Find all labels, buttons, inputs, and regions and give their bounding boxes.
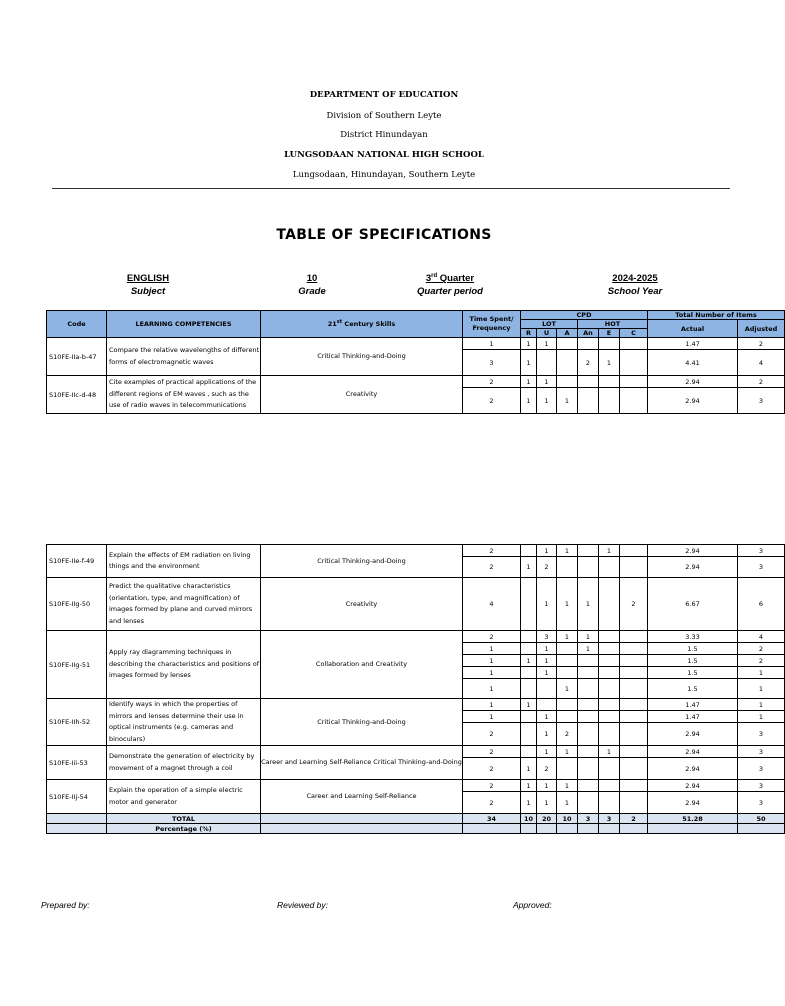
- cell-a: 1: [557, 578, 578, 631]
- cell-actual: 1.5: [648, 655, 738, 667]
- cell-adjusted: 4: [738, 350, 785, 376]
- cell-e: [599, 655, 620, 667]
- cell-an: 1: [578, 578, 599, 631]
- cell-a: [557, 667, 578, 679]
- table-row: [47, 578, 785, 631]
- cell-a: 1: [557, 679, 578, 699]
- cell-e: [599, 376, 620, 388]
- cell-a: 2: [557, 723, 578, 746]
- competency-code: S10FE-IIa-b-47: [47, 338, 107, 376]
- cell-c: [620, 557, 648, 578]
- cell-u: [537, 350, 557, 376]
- cell-c: [620, 631, 648, 643]
- century-skill: Critical Thinking-and-Doing: [261, 699, 463, 746]
- cell-c: [620, 679, 648, 699]
- competency-code: S10FE-Iii-53: [47, 746, 107, 780]
- subject-value: ENGLISH: [126, 273, 170, 284]
- cell-c: [620, 780, 648, 792]
- cell-c: [620, 792, 648, 814]
- competency-description: Identify ways in which the properties of mirrors and lenses determine their use in optical instruments (e.g. cameras and binoculars): [107, 699, 261, 746]
- cell-an: [578, 699, 599, 711]
- cell-actual: 1.47: [648, 338, 738, 350]
- cell-a: [557, 655, 578, 667]
- total-time: 34: [463, 814, 521, 824]
- cell-time: 2: [463, 376, 521, 388]
- cell-r: [521, 545, 537, 557]
- cell-r: [521, 723, 537, 746]
- competency-code: S10FE-IIc-d-48: [47, 376, 107, 414]
- competency-description: Predict the qualitative characteristics (orientation, type, and magnification) of images formed by plane and curved mirrors and lenses: [107, 578, 261, 631]
- cell-u: 1: [537, 388, 557, 414]
- school-year-label: School Year: [607, 286, 663, 297]
- percentage-row: [47, 824, 785, 834]
- cell-a: 1: [557, 780, 578, 792]
- cell-actual: 4.41: [648, 350, 738, 376]
- cell-time: 2: [463, 723, 521, 746]
- cell-c: [620, 758, 648, 780]
- cell-a: [557, 699, 578, 711]
- cell-c: [620, 667, 648, 679]
- total-c: 2: [620, 814, 648, 824]
- cell-actual: 2.94: [648, 746, 738, 758]
- total-an: 3: [578, 814, 599, 824]
- competency-code: S10FE-IIg-51: [47, 631, 107, 699]
- cell-a: [557, 376, 578, 388]
- cell-an: [578, 792, 599, 814]
- cell-adjusted: 3: [738, 545, 785, 557]
- cell-c: [620, 643, 648, 655]
- cell-e: [599, 780, 620, 792]
- cell-time: 1: [463, 699, 521, 711]
- cell-c: [620, 545, 648, 557]
- header-u: U: [537, 329, 557, 338]
- cell-e: [599, 792, 620, 814]
- cell-actual: 1.47: [648, 699, 738, 711]
- cell-a: [557, 711, 578, 723]
- cell-e: [599, 631, 620, 643]
- header-hot: HOT: [578, 320, 648, 329]
- cell-adjusted: 1: [738, 667, 785, 679]
- cell-r: 1: [521, 557, 537, 578]
- cell-u: 1: [537, 376, 557, 388]
- cell-r: 1: [521, 699, 537, 711]
- cell-a: 1: [557, 792, 578, 814]
- cell-actual: 1.5: [648, 643, 738, 655]
- cell-u: 1: [537, 723, 557, 746]
- cell-an: 1: [578, 631, 599, 643]
- total-a: 10: [557, 814, 578, 824]
- cell-r: 1: [521, 780, 537, 792]
- cell-adjusted: 3: [738, 746, 785, 758]
- division-name: Division of Southern Leyte: [326, 111, 442, 121]
- total-u: 20: [537, 814, 557, 824]
- grade-value: 10: [306, 273, 318, 284]
- cell-r: [521, 711, 537, 723]
- cell-e: [599, 667, 620, 679]
- total-adjusted: 50: [738, 814, 785, 824]
- cell-a: 1: [557, 545, 578, 557]
- cell-c: [620, 711, 648, 723]
- cell-actual: 2.94: [648, 376, 738, 388]
- cell-adjusted: 6: [738, 578, 785, 631]
- cell-r: 1: [521, 758, 537, 780]
- cell-a: [557, 758, 578, 780]
- cell-adjusted: 1: [738, 711, 785, 723]
- cell-adjusted: 2: [738, 376, 785, 388]
- cell-actual: 1.47: [648, 711, 738, 723]
- cell-e: [599, 557, 620, 578]
- cell-r: 1: [521, 350, 537, 376]
- reviewed-by-label: Reviewed by:: [277, 900, 329, 910]
- cell-u: 2: [537, 758, 557, 780]
- cell-r: 1: [521, 792, 537, 814]
- total-e: 3: [599, 814, 620, 824]
- cell-u: 1: [537, 780, 557, 792]
- cell-time: 1: [463, 679, 521, 699]
- cell-actual: 6.67: [648, 578, 738, 631]
- cell-time: 1: [463, 643, 521, 655]
- cell-a: 1: [557, 746, 578, 758]
- cell-an: [578, 723, 599, 746]
- cell-an: [578, 376, 599, 388]
- meta-quarter: [395, 273, 505, 297]
- cell-r: [521, 746, 537, 758]
- cell-r: [521, 643, 537, 655]
- cell-a: [557, 643, 578, 655]
- totals-row: [47, 814, 785, 824]
- competency-description: Apply ray diagramming techniques in describing the characteristics and positions of images formed by lenses: [107, 631, 261, 699]
- cell-e: [599, 643, 620, 655]
- cell-e: [599, 723, 620, 746]
- cell-e: [599, 758, 620, 780]
- cell-time: 1: [463, 667, 521, 679]
- cell-an: 2: [578, 350, 599, 376]
- cell-adjusted: 3: [738, 780, 785, 792]
- cell-c: [620, 655, 648, 667]
- cell-time: 3: [463, 350, 521, 376]
- quarter-value: 3rd Quarter: [425, 273, 475, 285]
- cell-time: 2: [463, 557, 521, 578]
- cell-an: [578, 746, 599, 758]
- cell-r: 1: [521, 376, 537, 388]
- cell-c: [620, 338, 648, 350]
- cell-actual: 3.33: [648, 631, 738, 643]
- cell-e: 1: [599, 350, 620, 376]
- cell-time: 1: [463, 655, 521, 667]
- century-skill: Career and Learning Self-Reliance Critical Thinking-and-Doing: [261, 746, 463, 780]
- cell-u: 1: [537, 655, 557, 667]
- cell-u: 1: [537, 578, 557, 631]
- prepared-by-label: Prepared by:: [41, 900, 90, 910]
- header-r: R: [521, 329, 537, 338]
- specifications-table-bottom: [46, 544, 785, 834]
- competency-code: S10FE-IIj-54: [47, 780, 107, 814]
- page-title: TABLE OF SPECIFICATIONS: [276, 227, 492, 243]
- cell-adjusted: 3: [738, 758, 785, 780]
- cell-an: [578, 780, 599, 792]
- cell-u: 1: [537, 667, 557, 679]
- cell-time: 1: [463, 338, 521, 350]
- cell-actual: 2.94: [648, 792, 738, 814]
- cell-u: [537, 679, 557, 699]
- header-divider: [52, 188, 730, 189]
- cell-actual: 2.94: [648, 758, 738, 780]
- cell-adjusted: 3: [738, 388, 785, 414]
- cell-an: [578, 545, 599, 557]
- subject-label: Subject: [130, 286, 166, 297]
- cell-c: [620, 350, 648, 376]
- cell-e: 1: [599, 545, 620, 557]
- cell-an: [578, 758, 599, 780]
- cell-c: [620, 746, 648, 758]
- grade-label: Grade: [298, 286, 326, 297]
- table-row: [47, 746, 785, 758]
- header-actual: Actual: [648, 320, 738, 338]
- cell-c: 2: [620, 578, 648, 631]
- cell-e: [599, 338, 620, 350]
- header-lot: LOT: [521, 320, 578, 329]
- competency-description: Cite examples of practical applications of the different regions of EM waves , such as the use of radio waves in telecommunications: [107, 376, 261, 414]
- cell-adjusted: 3: [738, 723, 785, 746]
- cell-adjusted: 4: [738, 631, 785, 643]
- cell-u: 3: [537, 631, 557, 643]
- century-skill: Creativity: [261, 578, 463, 631]
- competency-code: S10FE-IIh-52: [47, 699, 107, 746]
- cell-a: [557, 557, 578, 578]
- cell-r: [521, 578, 537, 631]
- cell-time: 2: [463, 746, 521, 758]
- competency-code: S10FE-IIg-50: [47, 578, 107, 631]
- cell-an: [578, 338, 599, 350]
- cell-e: [599, 679, 620, 699]
- school-address: Lungsodaan, Hinundayan, Southern Leyte: [292, 170, 476, 180]
- total-label: TOTAL: [107, 814, 261, 824]
- century-skill: Critical Thinking-and-Doing: [261, 545, 463, 578]
- competency-code: S10FE-IIe-f-49: [47, 545, 107, 578]
- competency-description: Compare the relative wavelengths of different forms of electromagnetic waves: [107, 338, 261, 376]
- table-row: [47, 338, 785, 350]
- total-actual: 51.28: [648, 814, 738, 824]
- cell-time: 2: [463, 388, 521, 414]
- cell-adjusted: 2: [738, 643, 785, 655]
- cell-a: [557, 350, 578, 376]
- header-time-spent: Time Spent/ Frequency: [463, 311, 521, 338]
- cell-adjusted: 1: [738, 679, 785, 699]
- cell-u: 1: [537, 746, 557, 758]
- cell-an: [578, 667, 599, 679]
- cell-c: [620, 388, 648, 414]
- header-cpd: CPD: [521, 311, 648, 320]
- cell-e: [599, 699, 620, 711]
- percentage-label: Percentage (%): [107, 824, 261, 834]
- cell-an: [578, 388, 599, 414]
- quarter-label: Quarter period: [417, 286, 483, 298]
- cell-a: 1: [557, 631, 578, 643]
- header-code: Code: [47, 311, 107, 338]
- department-name: DEPARTMENT OF EDUCATION: [309, 90, 459, 100]
- cell-actual: 2.94: [648, 545, 738, 557]
- header-c: C: [620, 329, 648, 338]
- cell-an: 1: [578, 643, 599, 655]
- cell-u: 1: [537, 643, 557, 655]
- meta-school-year: [580, 273, 690, 297]
- cell-an: [578, 711, 599, 723]
- cell-an: [578, 655, 599, 667]
- cell-r: [521, 667, 537, 679]
- competency-description: Explain the effects of EM radiation on living things and the environment: [107, 545, 261, 578]
- cell-actual: 1.5: [648, 679, 738, 699]
- cell-adjusted: 2: [738, 338, 785, 350]
- cell-time: 2: [463, 631, 521, 643]
- cell-an: [578, 679, 599, 699]
- century-skill: Collaboration and Creativity: [261, 631, 463, 699]
- cell-time: 4: [463, 578, 521, 631]
- meta-grade: [262, 273, 362, 297]
- header-total-items: Total Number of Items: [648, 311, 785, 320]
- approved-label: Approved:: [513, 900, 552, 910]
- total-r: 10: [521, 814, 537, 824]
- cell-r: [521, 631, 537, 643]
- cell-e: [599, 388, 620, 414]
- cell-u: [537, 699, 557, 711]
- school-year-value: 2024-2025: [612, 273, 658, 284]
- cell-e: [599, 578, 620, 631]
- table-row: [47, 699, 785, 711]
- cell-adjusted: 3: [738, 792, 785, 814]
- cell-a: [557, 338, 578, 350]
- cell-time: 2: [463, 792, 521, 814]
- cell-adjusted: 3: [738, 557, 785, 578]
- header-adjusted: Adjusted: [738, 320, 785, 338]
- cell-actual: 2.94: [648, 780, 738, 792]
- meta-subject: [100, 273, 196, 297]
- cell-u: 1: [537, 711, 557, 723]
- cell-u: 1: [537, 545, 557, 557]
- cell-e: [599, 711, 620, 723]
- table-row: [47, 545, 785, 557]
- header-an: An: [578, 329, 599, 338]
- cell-adjusted: 2: [738, 655, 785, 667]
- cell-r: 1: [521, 655, 537, 667]
- district-name: District Hinundayan: [340, 130, 428, 140]
- cell-time: 2: [463, 545, 521, 557]
- cell-c: [620, 723, 648, 746]
- cell-time: 2: [463, 758, 521, 780]
- header-skills: 21st Century Skills: [261, 311, 463, 338]
- cell-time: 1: [463, 711, 521, 723]
- cell-r: 1: [521, 388, 537, 414]
- cell-actual: 2.94: [648, 723, 738, 746]
- century-skill: Critical Thinking-and-Doing: [261, 338, 463, 376]
- header-competencies: LEARNING COMPETENCIES: [107, 311, 261, 338]
- cell-actual: 2.94: [648, 557, 738, 578]
- cell-adjusted: 1: [738, 699, 785, 711]
- school-name: LUNGSODAAN NATIONAL HIGH SCHOOL: [284, 150, 484, 160]
- century-skill: Creativity: [261, 376, 463, 414]
- cell-u: 2: [537, 557, 557, 578]
- cell-e: 1: [599, 746, 620, 758]
- cell-actual: 1.5: [648, 667, 738, 679]
- header-e: E: [599, 329, 620, 338]
- cell-time: 2: [463, 780, 521, 792]
- cell-c: [620, 699, 648, 711]
- competency-description: Explain the operation of a simple electric motor and generator: [107, 780, 261, 814]
- competency-description: Demonstrate the generation of electricity by movement of a magnet through a coil: [107, 746, 261, 780]
- table-row: [47, 780, 785, 792]
- header-a: A: [557, 329, 578, 338]
- cell-u: 1: [537, 338, 557, 350]
- cell-r: [521, 679, 537, 699]
- cell-actual: 2.94: [648, 388, 738, 414]
- century-skill: Career and Learning Self-Reliance: [261, 780, 463, 814]
- cell-r: 1: [521, 338, 537, 350]
- cell-c: [620, 376, 648, 388]
- cell-an: [578, 557, 599, 578]
- cell-a: 1: [557, 388, 578, 414]
- table-row: [47, 631, 785, 643]
- table-row: [47, 376, 785, 388]
- specifications-table-top: [46, 310, 785, 414]
- cell-u: 1: [537, 792, 557, 814]
